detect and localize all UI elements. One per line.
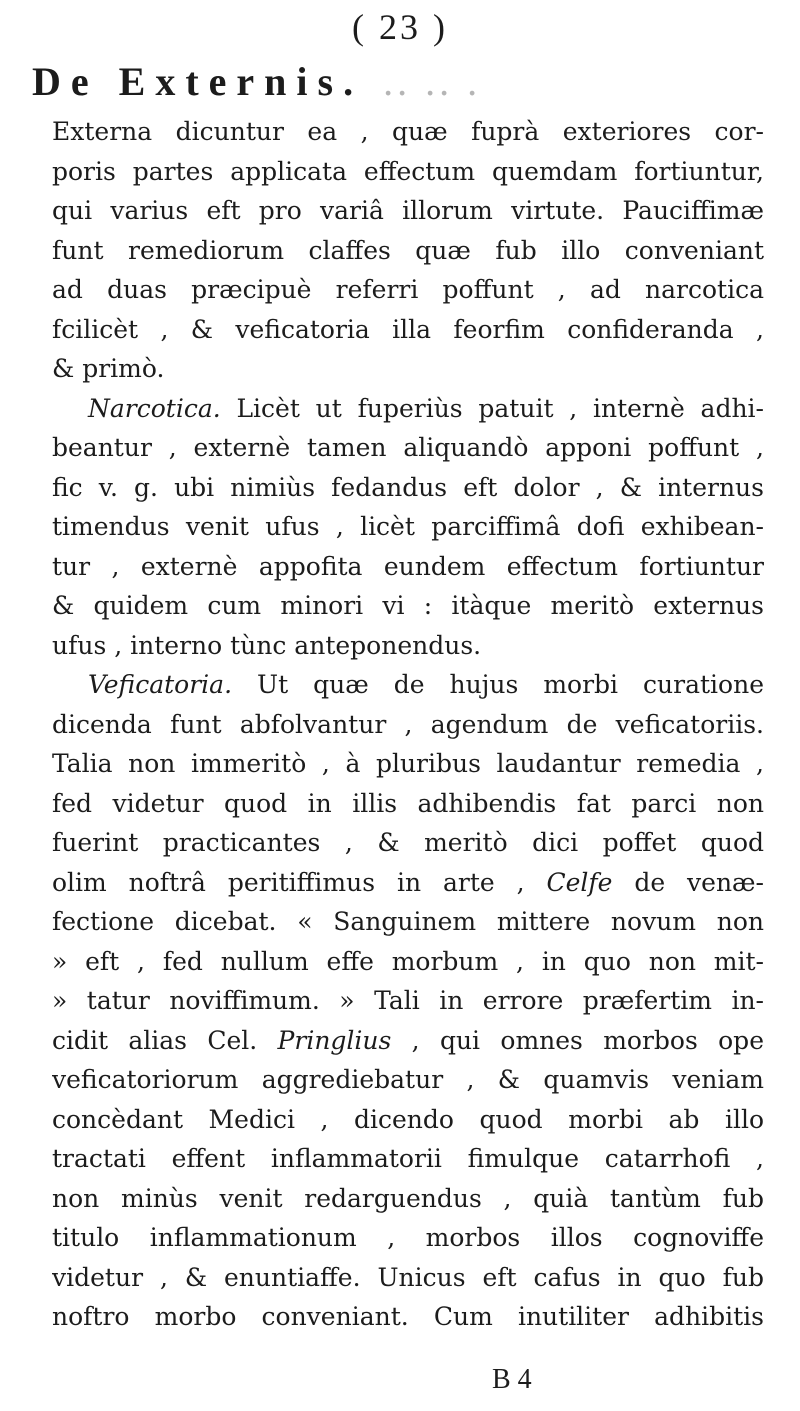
italic-term: Veficatoria. <box>88 670 233 699</box>
text-line: Externa dicuntur ea , quæ fuprà exteriores cor- <box>52 117 764 146</box>
text-line: » eft , fed nullum effe morbum , in quo non mit- <box>52 946 764 976</box>
text-line: poris partes applicata effectum quemdam fortiuntur, <box>52 156 764 186</box>
text-line: olim noftrâ peritiffimus in arte , Celfe de venæ- <box>52 867 764 897</box>
text-line: Talia non immeritò , à pluribus laudantur remedia , <box>52 749 764 778</box>
italic-term: Narcotica. <box>88 393 221 423</box>
section-heading <box>32 58 772 105</box>
text-line: ufus , interno tùnc anteponendus. <box>52 630 482 660</box>
text-line: fed videtur quod in illis adhibendis fat parci non <box>52 788 764 818</box>
text-line: qui varius eft pro variâ illorum virtute. Pauciffimæ <box>52 196 764 225</box>
text-line: ad duas præcipuè referri poffunt , ad narcotica <box>52 275 764 304</box>
text-line: & quidem cum minori vi : itàque meritò externus <box>52 591 764 620</box>
italic-term: Pringlius <box>277 1025 392 1055</box>
text-line: Narcotica. Licèt ut fuperiùs patuit , internè adhi- <box>88 393 764 423</box>
text-line: beantur , externè tamen aliquandò apponi poffunt , <box>52 433 764 462</box>
text-line: & primò. <box>52 354 165 383</box>
text-line: tractati effent inflammatorii fimulque catarrhofi , <box>52 1144 764 1173</box>
text-line: noftro morbo conveniant. Cum inutiliter adhibitis <box>52 1302 764 1331</box>
text-line: funt remediorum claffes quæ fub illo conveniant <box>52 235 764 265</box>
text-line: videtur , & enuntiaffe. Unicus eft cafus in quo fub <box>52 1262 764 1292</box>
body-text <box>52 112 764 1337</box>
text-line: veficatoriorum aggrediebatur , & quamvis veniam <box>52 1065 764 1094</box>
text-line: fic v. g. ubi nimiùs fedandus eft dolor , & internus <box>52 472 764 502</box>
section-heading-text: De Externis. <box>32 59 364 104</box>
text-line: tur , externè appofita eundem effectum fortiuntur <box>52 551 764 581</box>
text-line: non minùs venit redarguendus , quià tantùm fub <box>52 1183 764 1213</box>
text-line: fuerint practicantes , & meritò dici poffet quod <box>52 828 764 857</box>
text-line: concèdant Medici , dicendo quod morbi ab illo <box>52 1104 764 1134</box>
italic-term: Celfe <box>546 867 613 897</box>
text-line: » tatur noviffimum. » Tali in errore præfertim in- <box>52 986 764 1015</box>
heading-dot-leader: .. .. . <box>383 59 482 104</box>
signature-mark: B 4 <box>492 1364 532 1395</box>
text-line: cidit alias Cel. Pringlius , qui omnes morbos ope <box>52 1025 764 1055</box>
text-line: timendus venit ufus , licèt parciffimâ dofi exhibean- <box>52 512 764 541</box>
text-line: fcilicèt , & veficatoria illa feorfim confideranda , <box>52 314 764 344</box>
text-line: fectione dicebat. « Sanguinem mittere novum non <box>52 907 764 936</box>
page-number: ( 23 ) <box>352 7 448 47</box>
text-line: Veficatoria. Ut quæ de hujus morbi curatione <box>88 670 764 699</box>
text-line: titulo inflammationum , morbos illos cognoviffe <box>52 1223 764 1252</box>
text-line: dicenda funt abfolvantur , agendum de veficatoriis. <box>52 709 764 739</box>
